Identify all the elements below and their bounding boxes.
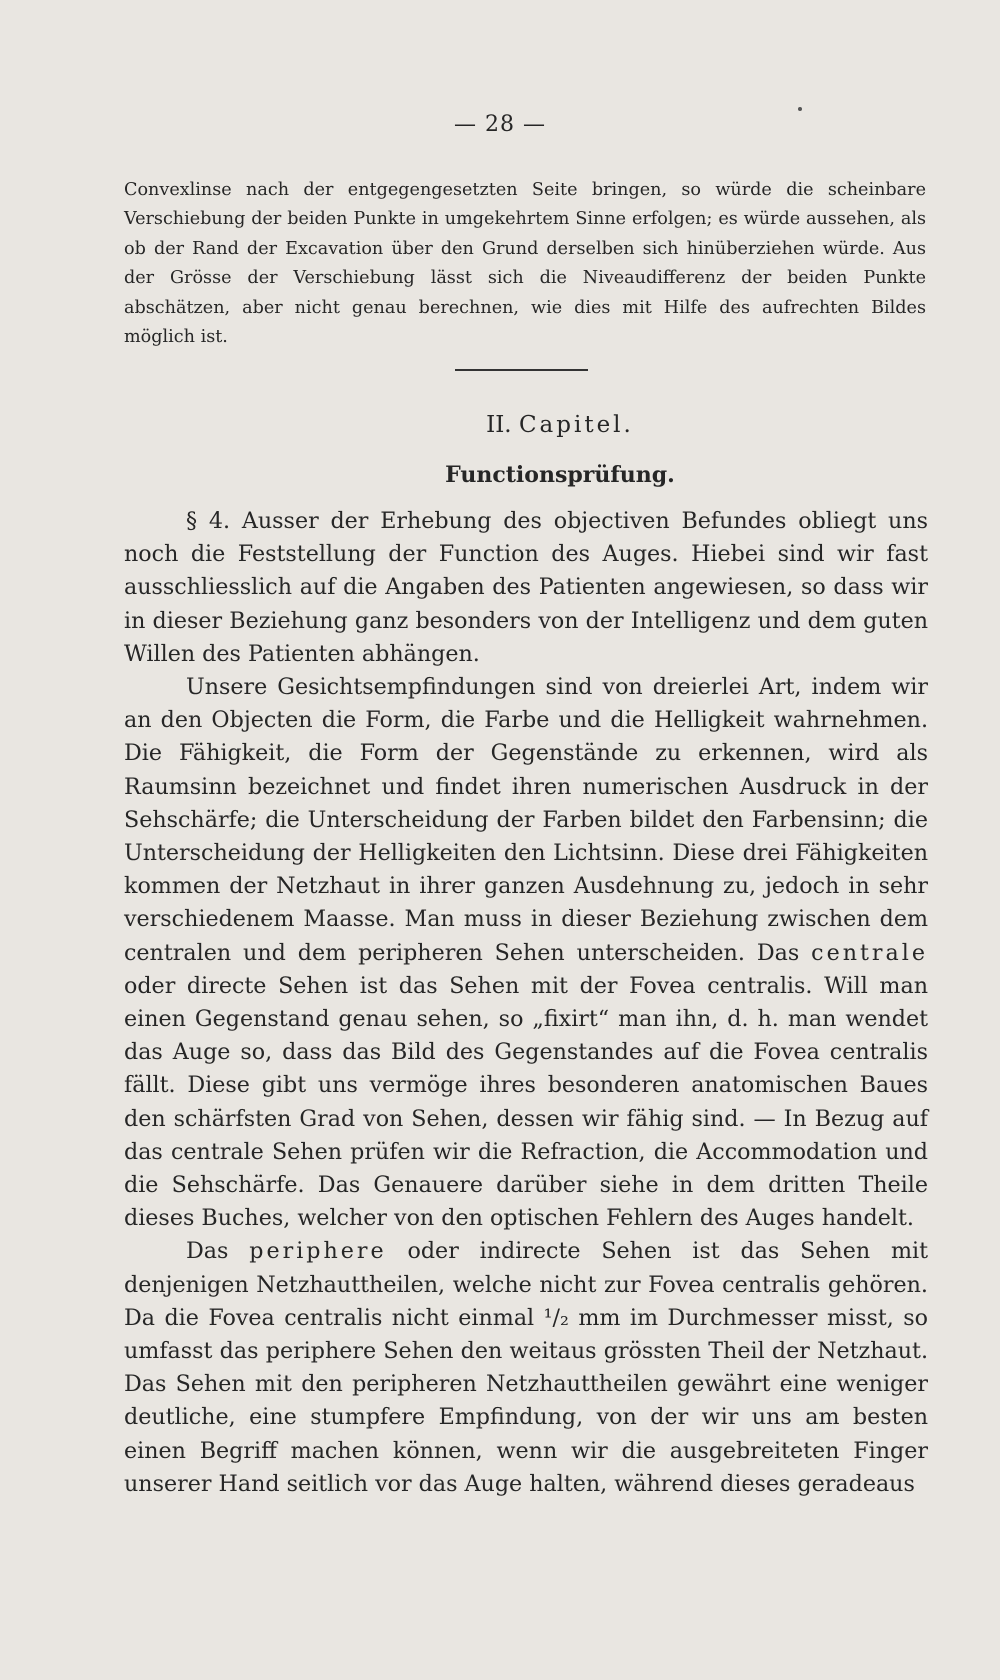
paragraph-3-part-b: mm im Durchmesser misst, so umfasst das periphere Sehen den weitaus grössten Theil der Netzhaut. Das Sehen mit den peripheren Netzhauttheilen gewährt eine weniger deutliche, eine stumpfere Empfindung, von der wir uns am besten einen Begriff machen können, wenn wir die ausgebreiteten Finger unserer Hand seitlich vor das Auge halten, während dieses geradeaus: [124, 1304, 928, 1497]
emphasis-centrale: centrale: [811, 939, 928, 966]
chapter-heading: [0, 412, 1000, 438]
fraction-half: ¹/₂: [543, 1304, 569, 1331]
paragraph-3: [124, 1235, 928, 1501]
intro-text-block: [124, 176, 926, 352]
section-divider: [455, 369, 588, 371]
paragraph-1: § 4. Ausser der Erhebung des objectiven Befundes obliegt uns noch die Feststellung der Function des Auges. Hiebei sind wir fast ausschliesslich auf die Angaben des Patienten angewiesen, so dass wir in dieser Beziehung ganz besonders von der Intelligenz und dem guten Willen des Patienten abhängen.: [124, 508, 928, 667]
paragraph-2-part-a: Unsere Gesichtsempfindungen sind von dreierlei Art, indem wir an den Objecten die Form, die Farbe und die Helligkeit wahrnehmen. Die Fähigkeit, die Form der Gegenstände zu erkennen, wird als Raumsinn bezeichnet und findet ihren numerischen Ausdruck in der Sehschärfe; die Unterscheidung der Farben bildet den Farbensinn; die Unterscheidung der Helligkeiten den Lichtsinn. Diese drei Fähigkeiten kommen der Netzhaut in ihrer ganzen Ausdehnung zu, jedoch in sehr verschiedenem Maasse. Man muss in dieser Beziehung zwischen dem centralen und dem peripheren Sehen unterscheiden. Das: [124, 674, 928, 966]
paragraph-3-lead: Das: [186, 1238, 229, 1265]
main-text-block: [124, 505, 928, 1501]
emphasis-periphere: periphere: [249, 1238, 387, 1265]
ink-speck: [798, 107, 802, 111]
section-title: Functionsprüfung.: [445, 462, 675, 488]
chapter-word: Capitel.: [518, 412, 634, 438]
paragraph-2: [124, 671, 928, 1235]
page-number: — 28 —: [454, 112, 546, 137]
intro-paragraph: Convexlinse nach der entgegengesetzten Seite bringen, so würde die scheinbare Verschiebung der beiden Punkte in umgekehrtem Sinne erfolgen; es würde aussehen, als ob der Rand der Excavation über den Grund derselben sich hinüberziehen würde. Aus der Grösse der Verschiebung lässt sich die Niveaudifferenz der beiden Punkte abschätzen, aber nicht genau berechnen, wie dies mit Hilfe des aufrechten Bildes möglich ist.: [124, 180, 926, 348]
paragraph-3-part-a: oder indirecte Sehen ist das Sehen mit denjenigen Netzhauttheilen, welche nicht zur Fovea centralis gehören. Da die Fovea centralis nicht einmal: [124, 1238, 929, 1331]
chapter-numeral: II.: [486, 412, 512, 438]
paragraph-2-part-b: oder directe Sehen ist das Sehen mit der Fovea centralis. Will man einen Gegenstand genau sehen, so „fixirt“ man ihn, d. h. man wendet das Auge so, dass das Bild des Gegenstandes auf die Fovea centralis fällt. Diese gibt uns vermöge ihres besonderen anatomischen Baues den schärfsten Grad von Sehen, dessen wir fähig sind. — In Bezug auf das centrale Sehen prüfen wir die Refraction, die Accommodation und die Sehschärfe. Das Genauere darüber siehe in dem dritten Theile dieses Buches, welcher von den optischen Fehlern des Auges handelt.: [124, 972, 928, 1232]
